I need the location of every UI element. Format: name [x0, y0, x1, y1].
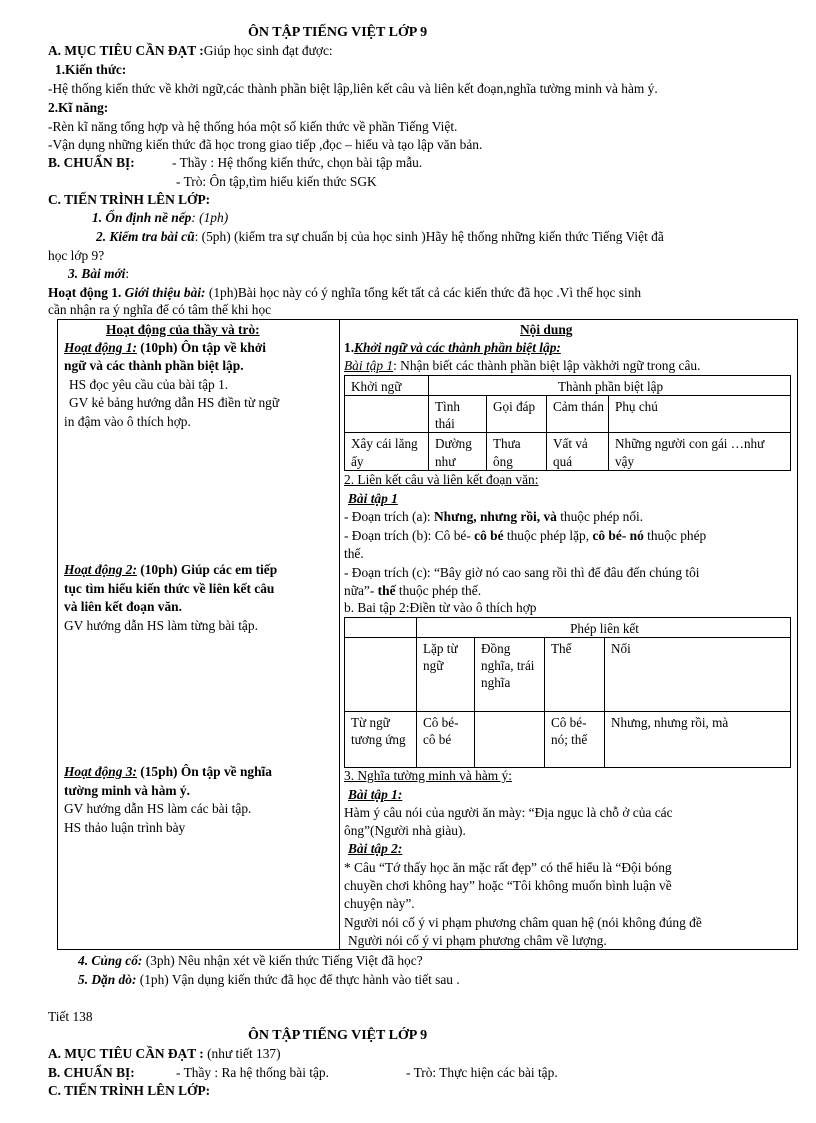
empty-cell: [345, 396, 429, 433]
activity-1-line-2: cần nhận ra ý nghĩa để có tâm thế khi học: [48, 302, 272, 317]
activity-1-sub: Giới thiệu bài:: [124, 285, 206, 300]
section-2-exercise-1: Bài tập 1: [348, 491, 398, 506]
excerpt-b-post: thuộc phép: [643, 528, 707, 543]
section-a-2-text: (như tiết 137): [203, 1046, 281, 1061]
activity-1-intro: [48, 285, 641, 302]
activity-3-text-1: GV hướng dẫn HS làm các bài tập.: [64, 801, 252, 816]
section-c-label: C. TIẾN TRÌNH LÊN LỚP:: [48, 192, 211, 207]
activity-1-title: Hoạt động 1:: [64, 340, 137, 355]
activity-2-title-line-2: tục tìm hiểu kiến thức về liên kết câu: [64, 581, 275, 596]
row-label-tu-ngu: Từ ngữ tương ứng: [345, 712, 417, 768]
exercise-2-answer-line-3: chuyện này”.: [344, 896, 415, 911]
cell-cam-than: Vất vả quá: [547, 433, 609, 470]
ki-nang-heading: 2.Kĩ năng:: [48, 100, 109, 115]
section-b-2-thay: - Thầy : Ra hệ thống bài tập.: [176, 1065, 329, 1080]
header-lap: Lặp từ ngữ: [417, 638, 475, 712]
cohesion-table: [344, 617, 791, 768]
cell-noi: Nhưng, nhưng rồi, mà: [605, 712, 791, 768]
section-c-2-label: C. TIẾN TRÌNH LÊN LỚP:: [48, 1083, 211, 1098]
section-a-2: [48, 1046, 281, 1063]
exercise-1-text: : Nhận biết các thành phần biệt lập vàkhởi ngữ trong câu.: [393, 358, 701, 373]
teacher-student-column: [58, 320, 340, 950]
exercise-1-line: [344, 358, 700, 375]
excerpt-b-bold-1: cô bé: [474, 528, 504, 543]
section-a-label: A. MỤC TIÊU CẦN ĐẠT :: [48, 43, 204, 58]
section-3-exercise-1: Bài tập 1:: [348, 787, 403, 802]
step-1-label: 1. Ổn định nề nếp: [92, 210, 192, 225]
exercise-1-answer-line-2: ông”(Người nhà giàu).: [344, 823, 466, 838]
exercise-2-answer-line-1: * Câu “Tớ thấy học ăn mặc rất đẹp” có thể hiểu là “Đội bóng: [344, 860, 672, 875]
activity-2-text-1: GV hướng dẫn HS làm từng bài tập.: [64, 618, 258, 633]
ki-nang-line-1: -Rèn kĩ năng tổng hợp và hệ thống hóa một số kiến thức về phần Tiếng Việt.: [48, 119, 458, 134]
activity-2-title-rest: (10ph) Giúp các em tiếp: [136, 562, 278, 577]
excerpt-b-line-2: thế.: [344, 546, 364, 561]
step-3-label: 3. Bài mới: [68, 266, 126, 281]
header-the: Thế: [545, 638, 605, 712]
activity-3-title: Hoạt động 3:: [64, 764, 137, 779]
step-4-text: (3ph) Nêu nhận xét về kiến thức Tiếng Việt đã học?: [142, 953, 423, 968]
activity-1-title-line-2: ngữ và các thành phần biệt lập.: [64, 358, 244, 373]
activity-1-label: Hoạt động 1.: [48, 285, 122, 300]
cell-khoi-ngu: Xây cái lăng ấy: [345, 433, 429, 470]
activity-3-text-2: HS thảo luận trình bày: [64, 820, 186, 835]
step-2-line-1: : (5ph) (kiểm tra sự chuẩn bị của học sinh )Hãy hệ thống những kiến thức Tiếng Việt đã: [194, 229, 664, 244]
cell-goi-dap: Thưa ông: [487, 433, 547, 470]
header-phu-chu: Phụ chú: [609, 396, 791, 433]
excerpt-b-bold-2: cô bé- nó: [592, 528, 644, 543]
excerpt-c-bold: thế: [377, 583, 396, 598]
step-4-label: 4. Củng cố:: [78, 953, 143, 968]
excerpt-c-pre: nữa”-: [344, 583, 378, 598]
header-tinh-thai: Tình thái: [429, 396, 487, 433]
excerpt-c-post: thuộc phép thế.: [395, 583, 482, 598]
exercise-2-answer-line-2: chuyền chơi không hay” hoặc “Tôi không muốn bình luận về: [344, 878, 672, 893]
kien-thuc-heading: 1.Kiến thức:: [55, 62, 127, 77]
empty-cell: [345, 618, 417, 638]
activity-3-block: [64, 764, 272, 781]
excerpt-b: [344, 528, 706, 545]
step-3-colon: :: [125, 266, 130, 281]
lesson-table: [57, 319, 798, 950]
cell-tinh-thai: Dường như: [429, 433, 487, 470]
section-a-text: Giúp học sinh đạt được:: [203, 43, 333, 58]
section-3-exercise-2: Bài tập 2:: [348, 841, 403, 856]
section-1-heading: [344, 340, 561, 357]
excerpt-a: [344, 509, 643, 526]
activity-1-text-3: in đậm vào ô thích hợp.: [64, 414, 191, 429]
excerpt-a-bold: Nhưng, nhưng rồi, và: [433, 509, 557, 524]
column-heading-left: Hoạt động của thầy và trò:: [106, 322, 260, 337]
exercise-1-answer-line-1: Hàm ý câu nói của người ăn mày: “Địa ngục là chỗ ở của các: [344, 805, 673, 820]
empty-cell: [345, 638, 417, 712]
section-b-label: B. CHUẨN BỊ:: [48, 155, 135, 170]
step-2-line-2: học lớp 9?: [48, 248, 105, 263]
activity-1-text-1: HS đọc yêu cầu của bài tập 1.: [69, 377, 229, 392]
content-column: [340, 320, 798, 950]
cell-lap: Cô bé- cô bé: [417, 712, 475, 768]
step-4: [78, 953, 423, 970]
activity-1-text-2: GV kẻ bảng hướng dẫn HS điền từ ngữ: [69, 395, 280, 410]
section-b-2-tro: - Trò: Thực hiện các bài tập.: [406, 1065, 558, 1080]
section-b-tro: - Trò: Ôn tập,tìm hiểu kiến thức SGK: [176, 174, 377, 189]
step-1-time: : (1ph): [191, 210, 229, 225]
excerpt-b-mid: thuộc phép lặp,: [503, 528, 593, 543]
section-1-title: Khởi ngữ và các thành phần biệt lập:: [354, 340, 561, 355]
activity-2-title-line-3: và liên kết đoạn văn.: [64, 599, 182, 614]
header-dong-nghia: Đồng nghĩa, trái nghĩa: [475, 638, 545, 712]
kien-thuc-text: -Hệ thống kiến thức về khởi ngữ,các thành phần biệt lập,liên kết câu và liên kết đoạn,nghĩa tường minh và hàm ý.: [48, 81, 658, 96]
header-phep-lien-ket: Phép liên kết: [417, 618, 791, 638]
cell-dong-nghia: [475, 712, 545, 768]
header-noi: Nối: [605, 638, 791, 712]
page-title: ÔN TẬP TIẾNG VIỆT LỚP 9: [248, 25, 428, 40]
isolated-components-table: [344, 375, 791, 471]
step-2-label: 2. Kiểm tra bài cũ: [96, 229, 195, 244]
step-2: [96, 229, 664, 246]
exercise-1-label: Bài tập 1: [344, 358, 394, 373]
cell-the: Cô bé- nó; thế: [545, 712, 605, 768]
header-khoi-ngu: Khởi ngữ: [345, 376, 429, 396]
excerpt-c-line-2: [344, 583, 481, 600]
header-thanh-phan-biet-lap: Thành phần biệt lập: [429, 376, 791, 396]
section-1-number: 1.: [344, 340, 355, 355]
activity-2-block: [64, 562, 277, 579]
section-2-heading: 2. Liên kết câu và liên kết đoạn văn:: [344, 472, 539, 487]
page-title-2: ÔN TẬP TIẾNG VIỆT LỚP 9: [248, 1028, 428, 1043]
header-cam-than: Cảm thán: [547, 396, 609, 433]
activity-1-line-1: (1ph)Bài học này có ý nghĩa tổng kết tất cả các kiến thức đã học .Vì thế học sinh: [208, 285, 642, 300]
section-b-2-label: B. CHUẨN BỊ:: [48, 1065, 135, 1080]
excerpt-b-pre: - Đoạn trích (b): Cô bé-: [344, 528, 475, 543]
step-1: [92, 210, 228, 227]
excerpt-a-post: thuộc phép nối.: [556, 509, 644, 524]
lesson-number: Tiết 138: [48, 1009, 93, 1024]
section-2-exercise-2: b. Bai tập 2:Điền từ vào ô thích hợp: [344, 600, 537, 615]
activity-1-block: [64, 340, 266, 357]
ki-nang-line-2: -Vận dụng những kiến thức đã học trong giao tiếp ,đọc – hiểu và tạo lập văn bản.: [48, 137, 483, 152]
section-a: [48, 43, 333, 60]
activity-3-title-rest: (15ph) Ôn tập về nghĩa: [136, 764, 272, 779]
cell-phu-chu: Những người con gái …như vậy: [609, 433, 791, 470]
step-5: [78, 972, 460, 989]
step-5-text: (1ph) Vận dụng kiến thức đã học để thực hành vào tiết sau .: [136, 972, 460, 987]
activity-3-title-line-2: tường minh và hàm ý.: [64, 783, 190, 798]
section-a-2-label: A. MỤC TIÊU CẦN ĐẠT :: [48, 1046, 204, 1061]
step-3: [68, 266, 129, 283]
column-heading-right: Nội dung: [520, 322, 573, 337]
excerpt-c-line-1: - Đoạn trích (c): “Bây giờ nó cao sang rồi thì để đâu đến chúng tôi: [344, 565, 700, 580]
section-b-thay: - Thầy : Hệ thống kiến thức, chọn bài tập mẫu.: [172, 155, 423, 170]
section-3-heading: 3. Nghĩa tường minh và hàm ý:: [344, 768, 512, 783]
excerpt-a-pre: - Đoạn trích (a):: [344, 509, 434, 524]
activity-1-title-rest: (10ph) Ôn tập về khởi: [136, 340, 266, 355]
exercise-2-answer-line-4: Người nói cố ý vi phạm phương châm quan hệ (nói không đúng đề: [344, 915, 702, 930]
exercise-2-answer-line-5: Người nói cố ý vi phạm phương châm về lượng.: [348, 933, 607, 948]
activity-2-title: Hoạt động 2:: [64, 562, 137, 577]
step-5-label: 5. Dặn dò:: [78, 972, 137, 987]
header-goi-dap: Gọi đáp: [487, 396, 547, 433]
